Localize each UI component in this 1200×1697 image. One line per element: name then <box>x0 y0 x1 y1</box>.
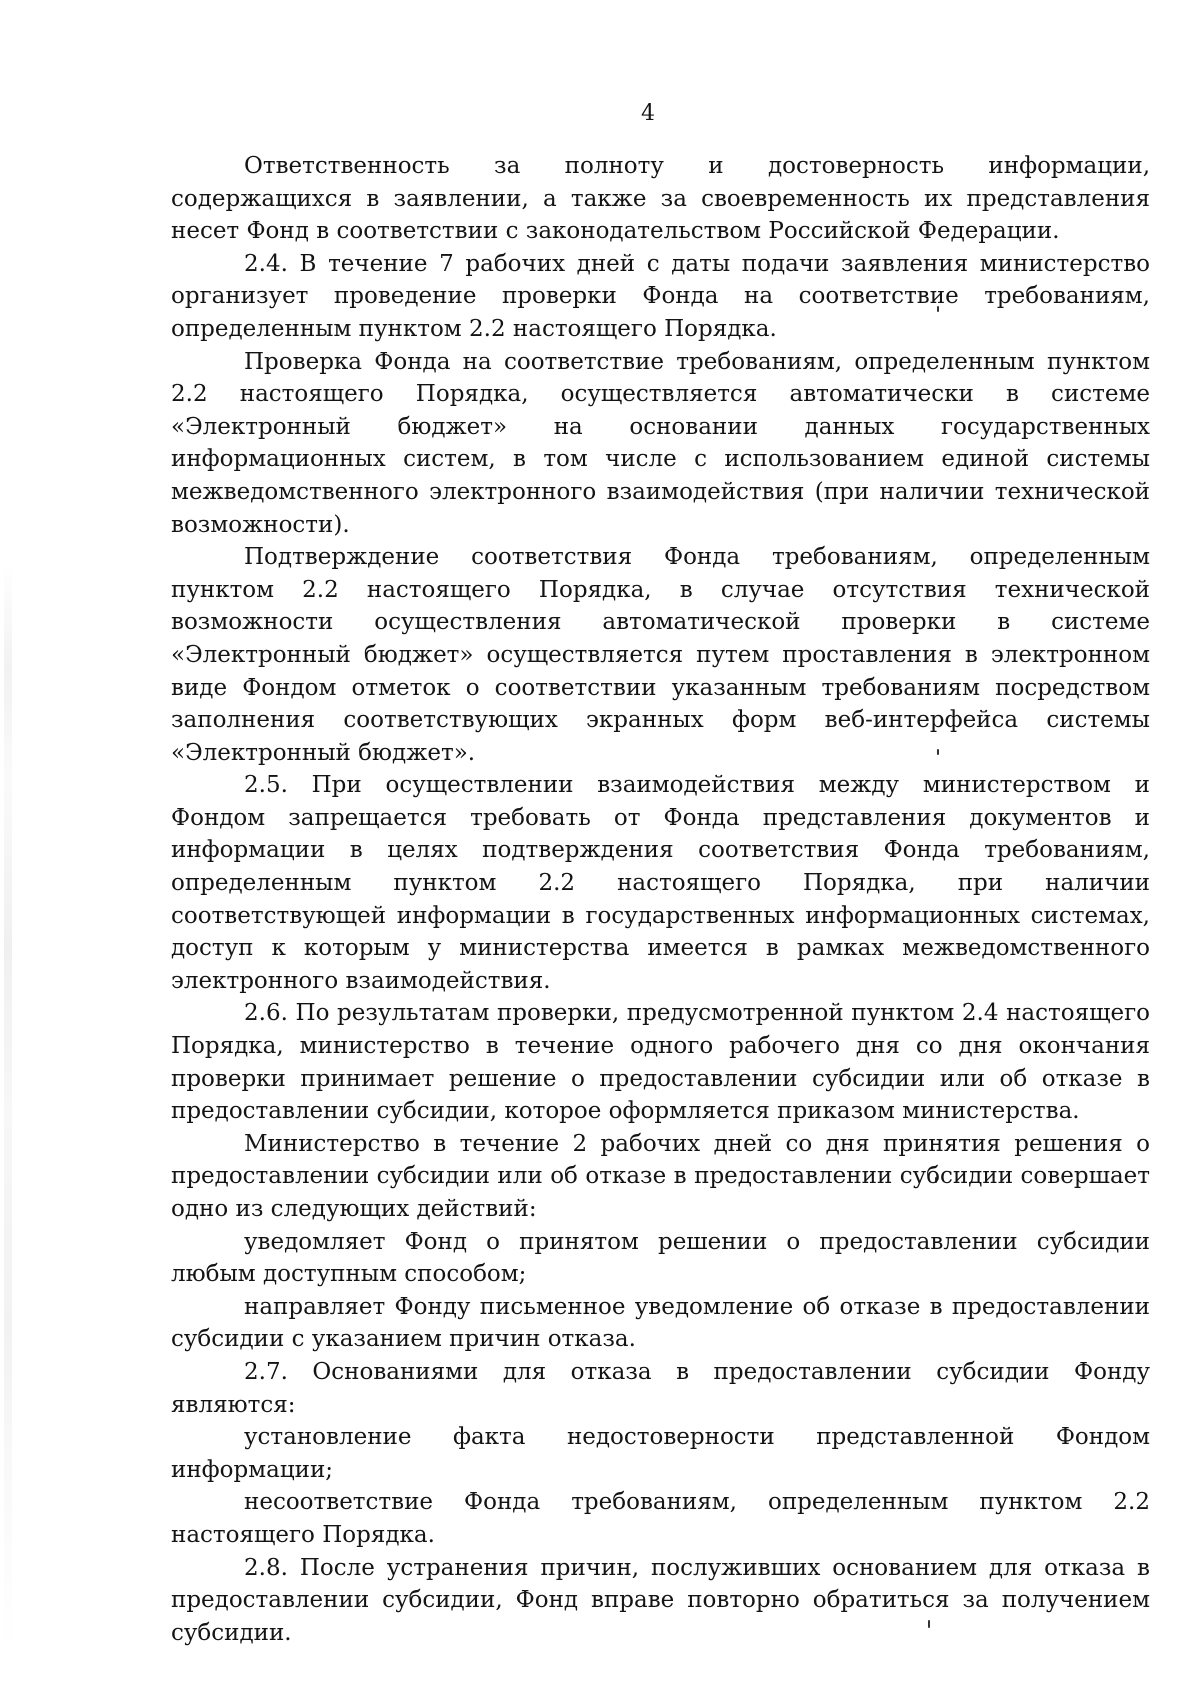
paragraph-ministry-actions: Министерство в течение 2 рабочих дней со дня принятия решения о предоставлении субсидии или об отказе в предоставлении субсидии совершает одно из следующих действий: <box>171 1130 1150 1222</box>
paragraph-confirmation: Подтверждение соответствия Фонда требованиям, определенным пунктом 2.2 настоящего Порядка, в случае отсутствия технической возможности осуществления автоматической проверки в системе «Электронный бюджет» осуществляется путем проставления в электронном виде Фондом отметок о соответствии указанным требованиям посредством заполнения соответствующих экранных форм веб-интерфейса системы «Электронный бюджет». <box>171 544 1150 766</box>
page-number: 4 <box>641 101 655 126</box>
paragraph-false-info: установление факта недостоверности представленной Фондом информации; <box>171 1424 1150 1483</box>
scan-edge-shadow <box>4 560 12 1660</box>
paragraph-written-refusal: направляет Фонду письменное уведомление об отказе в предоставлении субсидии с указанием причин отказа. <box>171 1293 1150 1353</box>
paragraph-2-7: 2.7. Основаниями для отказа в предоставлении субсидии Фонду являются: <box>171 1358 1150 1418</box>
paragraph-check-automatic: Проверка Фонда на соответствие требованиям, определенным пунктом 2.2 настоящего Порядка, осуществляется автоматически в системе «Электронный бюджет» на основании данных государственных информационных систем, в том числе с использованием единой системы межведомственного электронного взаимодействия (при наличии технической возможности). <box>171 348 1150 538</box>
paragraph-2-6: 2.6. По результатам проверки, предусмотренной пунктом 2.4 настоящего Порядка, министерство в течение одного рабочего дня со дня окончания проверки принимает решение о предоставлении субсидии или об отказе в предоставлении субсидии, которое оформляется приказом министерства. <box>171 1000 1150 1125</box>
document-body <box>171 150 1150 1649</box>
paragraph-2-4: 2.4. В течение 7 рабочих дней с даты подачи заявления министерство организует проведение проверки Фонда на соответствие требованиям, определенным пунктом 2.2 настоящего Порядка. <box>171 250 1150 342</box>
paragraph-noncompliance: несоответствие Фонда требованиям, определенным пунктом 2.2 настоящего Порядка. <box>171 1489 1150 1548</box>
paragraph-responsibility: Ответственность за полноту и достоверность информации, содержащихся в заявлении, а также за своевременность их представления несет Фонд в соответствии с законодательством Российской Федерации. <box>171 153 1150 245</box>
paragraph-2-5: 2.5. При осуществлении взаимодействия между министерством и Фондом запрещается требовать от Фонда представления документов и информации в целях подтверждения соответствия Фонда требованиям, определенным пунктом 2.2 настоящего Порядка, при наличии соответствующей информации в государственных информационных системах, доступ к которым у министерства имеется в рамках межведомственного электронного взаимодействия. <box>171 772 1150 994</box>
paragraph-2-8: 2.8. После устранения причин, послуживших основанием для отказа в предоставлении субсидии, Фонд вправе повторно обратиться за получением субсидии. <box>171 1554 1150 1646</box>
paragraph-notify-fund: уведомляет Фонд о принятом решении о предоставлении субсидии любым доступным способом; <box>171 1228 1150 1288</box>
